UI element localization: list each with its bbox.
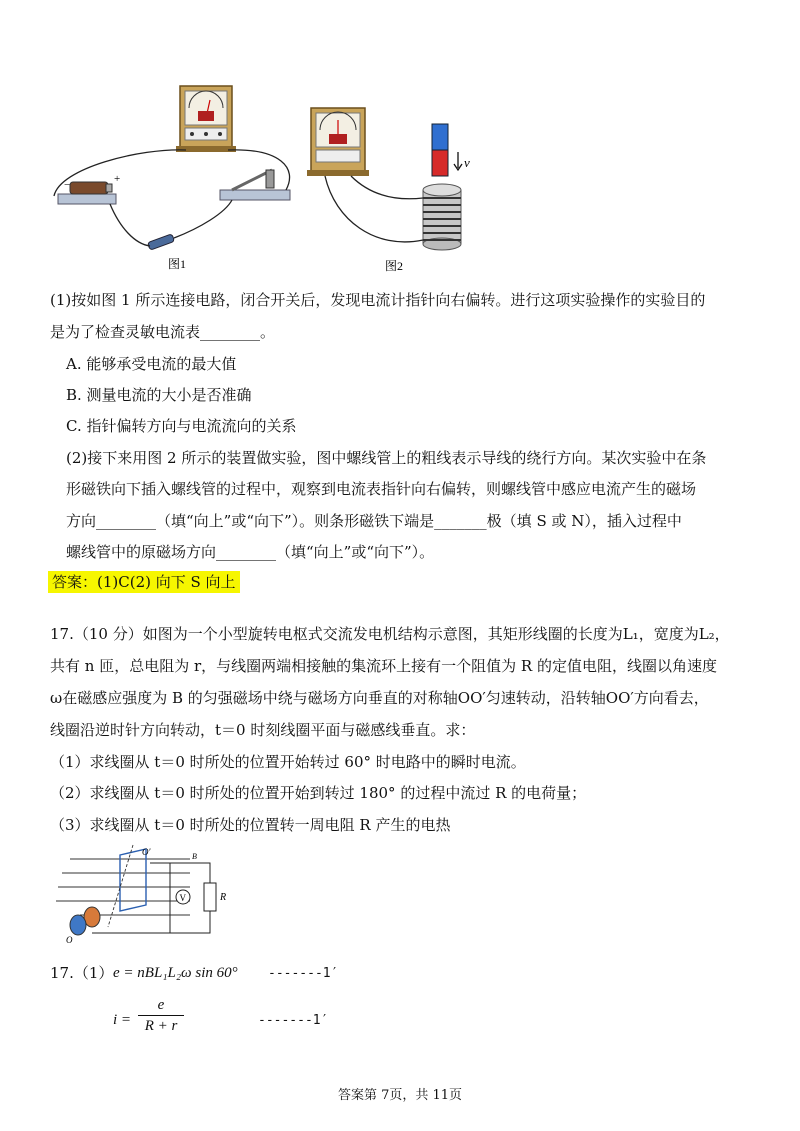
q17-sub2: （2）求线圈从 t＝0 时所处的位置开始到转过 180° 的过程中流过 R 的电荷量； xyxy=(50,784,587,802)
velocity-label: v xyxy=(464,155,470,170)
q16-part2-line1: (2)接下来用图 2 所示的装置做实验，图中螺线管上的粗线表示导线的绕行方向。某次实验中在条 xyxy=(66,449,707,467)
figure-1 xyxy=(40,78,310,271)
generator-diagram xyxy=(50,845,230,945)
fraction-denominator: R + r xyxy=(144,1018,178,1034)
solenoid-icon xyxy=(423,184,461,250)
battery-plus: + xyxy=(114,173,121,185)
q17-line4: 线圈沿逆时针方向转动，t＝0 时刻线圈平面与磁感线垂直。求： xyxy=(50,721,476,739)
switch-icon xyxy=(220,170,290,200)
solution-eq1-mark: -------1′ xyxy=(268,966,339,981)
field-label: B xyxy=(192,852,197,861)
q17-line3: ω在磁感应强度为 B 的匀强磁场中绕与磁场方向垂直的对称轴OO′匀速转动，沿转轴OO′方向看去， xyxy=(50,689,709,707)
arrow-down-icon xyxy=(454,152,462,170)
battery-minus: − xyxy=(64,179,71,191)
q16-part2-line4: 螺线管中的原磁场方向________（填“向上”或“向下”）。 xyxy=(66,543,435,561)
q17-line1: 17.（10 分）如图为一个小型旋转电枢式交流发电机结构示意图，其矩形线圈的长度为L₁，宽度为L₂， xyxy=(50,625,730,643)
solution-eq2-mark: -------1′ xyxy=(258,1013,329,1028)
q16-option-c: C. 指针偏转方向与电流流向的关系 xyxy=(66,417,297,435)
q16-answer: 答案：(1)C(2) 向下 S 向上 xyxy=(48,571,240,593)
q17-sub3: （3）求线圈从 t＝0 时所处的位置转一周电阻 R 产生的电热 xyxy=(50,816,451,834)
figure-2 xyxy=(305,100,505,280)
voltmeter-label: V xyxy=(179,893,186,903)
resistor-icon xyxy=(147,234,174,250)
axis-bottom-label: O xyxy=(66,935,73,945)
q16-option-b: B. 测量电流的大小是否准确 xyxy=(66,386,252,404)
q16-part2-line3: 方向________（填“向上”或“向下”）。则条形磁铁下端是_______极（填 S 或 N），插入过程中 xyxy=(66,512,682,530)
axis-top-label: O′ xyxy=(142,847,151,857)
figure-2-caption: 图2 xyxy=(385,259,404,273)
bar-magnet-icon xyxy=(432,124,448,176)
q16-option-a: A. 能够承受电流的最大值 xyxy=(66,355,237,373)
page-footer: 答案第 7页，共 11页 xyxy=(337,1088,463,1103)
q16-part2-line2: 形磁铁向下插入螺线管的过程中，观察到电流表指针向右偏转，则螺线管中感应电流产生的磁场 xyxy=(66,480,697,498)
solution-eq2-fraction xyxy=(138,996,184,1035)
slip-rings-icon xyxy=(70,907,100,935)
resistor-r-icon xyxy=(204,883,216,911)
fraction-numerator: e xyxy=(157,997,165,1013)
solution-prefix: 17.（1） xyxy=(50,964,114,982)
galvanometer-icon xyxy=(176,86,236,152)
fraction-bar xyxy=(138,1015,184,1016)
q16-part1-line1: (1)按如图 1 所示连接电路，闭合开关后，发现电流计指针向右偏转。进行这项实验操作的实验目的 xyxy=(50,291,706,309)
figure-1-caption: 图1 xyxy=(168,257,187,271)
q17-line2: 共有 n 匝，总电阻为 r，与线圈两端相接触的集流环上接有一个阻值为 R 的定值电阻，线圈以角速度 xyxy=(50,657,717,675)
solution-eq1: e = nBL₁L₂ω sin 60° xyxy=(113,965,238,981)
solution-eq2-lhs: i = xyxy=(113,1012,132,1028)
galvanometer-2-icon xyxy=(307,108,369,176)
q16-part1-line2: 是为了检查灵敏电流表________。 xyxy=(50,323,276,341)
resistor-label: R xyxy=(220,892,227,903)
q17-sub1: （1）求线圈从 t＝0 时所处的位置开始转过 60° 时电路中的瞬时电流。 xyxy=(50,753,526,771)
